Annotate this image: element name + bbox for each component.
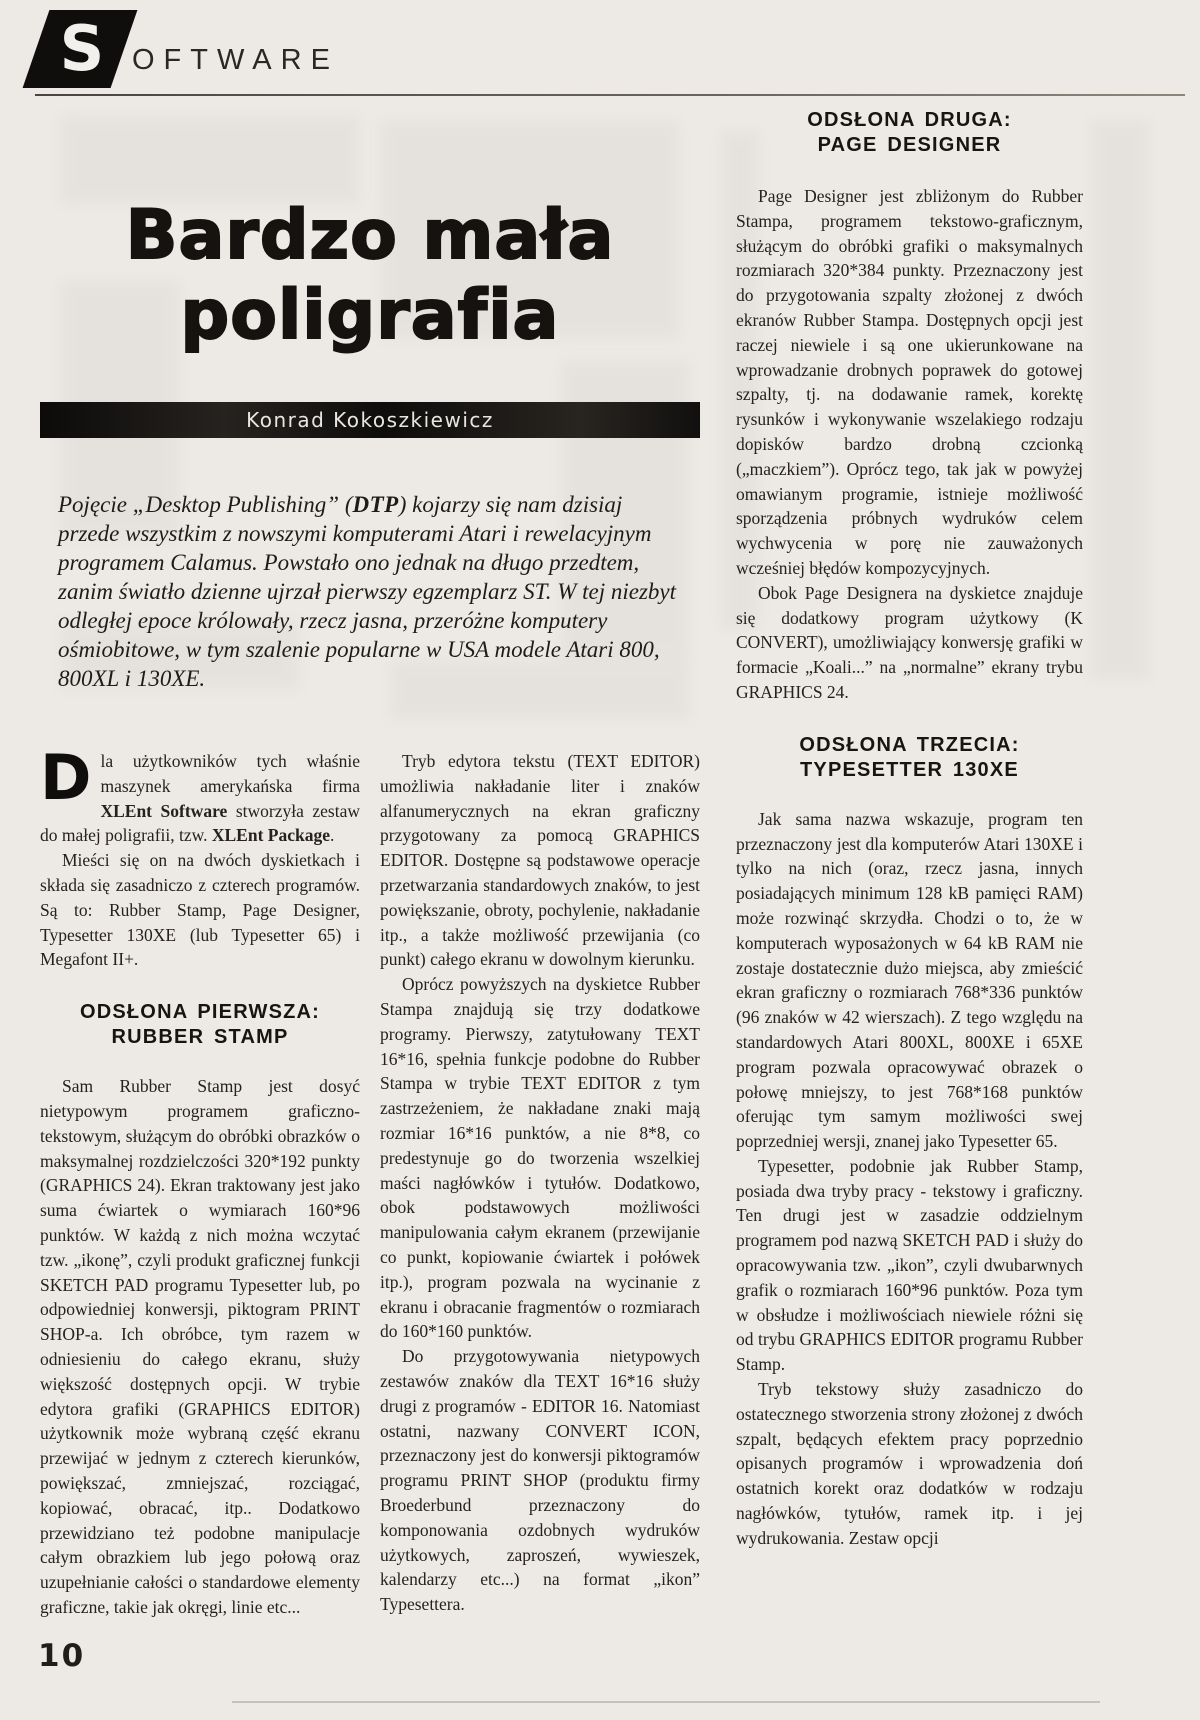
paragraph: Jak sama nazwa wskazuje, program ten przeznaczony jest dla komputerów Atari 130XE i tylko na nich (oraz, rzecz jasna, innych posiadających minimum 128 kB pamięci RAM) może rozwinąć skrzydła. Chodzi o to, że w komputerach wyposażonych w 64 kB RAM nie zostaje dostatecznie dużo miejsca, aby zmieścić ekran graficzny o rozmiarach 768*336 punktów (96 znaków w 42 wierszach). Z tego względu na standardowych Atari 800XL, 800XE i 65XE program pozwala opracowywać obrazek o połowę mniejszy, to jest 768*168 punktów oferując tym samym możliwości swej poprzedniej wersji, znanej jako Typesetter 65.	[736, 808, 1083, 1152]
section-title: OFTWARE	[132, 44, 339, 76]
page-number: 10	[38, 1638, 86, 1674]
body-column-1	[40, 741, 360, 1620]
byline-bar	[40, 402, 700, 438]
paragraph: Obok Page Designera na dyskietce znajduje się dodatkowy program użytkowy (K CONVERT), umożliwiający konwersję grafiki w formacie „Koali...” na „normalne” ekrany trybu GRAPHICS 24.	[736, 582, 1083, 702]
bleed-through-ghost	[1090, 120, 1150, 680]
intro-segment: .	[330, 825, 335, 846]
intro-bold-xlent-software: XLEnt Software	[100, 800, 228, 821]
paragraph: Oprócz powyższych na dyskietce Rubber Stampa znajdują się trzy dodatkowe programy. Pierwszy, zatytułowany TEXT 16*16, spełnia funkcje podobne do Rubber Stampa w trybie TEXT EDITOR z tym zastrzeżeniem, że nakładane znaki mają rozmiar 16*16 punktów, a nie 8*8, co predestynuje go do tworzenia wszelkiej maści nagłówków i tytułów. Dodatkowo, obok podstawowych możliwości manipulowania całym ekranem (przewijanie co punkt, kopiowanie ćwiartek i połówek itp.), program pozwala na wycinanie z ekranu i obracanie fragmentów o rozmiarach do 160*160 punktów.	[380, 974, 700, 1342]
section-heading-odslona-druga: ODSŁONA DRUGA: PAGE DESIGNER	[807, 109, 1012, 156]
intro-segment: la użytkowników tych właśnie maszynek amerykańska firma	[100, 751, 360, 796]
article-title	[40, 196, 700, 356]
paragraph: Tryb tekstowy służy zasadniczo do ostatecznego stworzenia strony złożonej z dwóch szpalt, będących efektem pracy poprzednio opisanych programów i wprowadzenia doń ostatnich korekt oraz dodatków w rodzaju nagłówków, tytułów, ramek itp. i jej wydrukowania. Zestaw opcji	[736, 1379, 1083, 1548]
article-title-line2: poligrafia	[180, 276, 560, 355]
body-columns	[40, 741, 700, 1620]
footer-rule	[232, 1701, 1100, 1703]
section-heading-odslona-trzecia: ODSŁONA TRZECIA: TYPESETTER 130XE	[799, 733, 1020, 781]
intro-segment: stworzyła zestaw do małej poligrafii, tzw.	[40, 800, 360, 846]
lead-segment: ) kojarzy się nam dzisiaj przede wszystkim z nowszymi komputerami Atari i rewelacyjnym programem Calamus. Powstało ono jednak na długo przedtem, zanim światło dzienne ujrzał pierwszy egzemplarz ST. W tej niezbyt odległej epoce królowały, rzecz jasna, przeróżne komputery ośmiobitowe, w tym szalenie popularne w USA modele Atari 800, 800XL i 130XE.	[58, 492, 677, 691]
software-logo-letter: S	[59, 12, 105, 85]
lead-paragraph	[58, 490, 688, 693]
author-byline: Konrad Kokoszkiewicz	[246, 408, 494, 432]
paragraph-intro	[40, 741, 360, 848]
article-main-area	[40, 100, 700, 1670]
intro-bold-xlent-package: XLEnt Package	[211, 825, 330, 846]
paragraph: Typesetter, podobnie jak Rubber Stamp, posiada dwa tryby pracy - tekstowy i graficzny. Ten drugi jest w zasadzie oddzielnym programem pod nazwą SKETCH PAD i służy do opracowywania tzw. „ikon”, czyli dwubarwnych grafik o rozmiarach 160*96 punktów. Poza tym w obsłudze i możliwościach niewiele różni się od trybu GRAPHICS EDITOR programu Rubber Stamp.	[736, 1155, 1083, 1375]
header-rule	[35, 94, 1185, 96]
section-heading-odslona-pierwsza: ODSŁONA PIERWSZA: RUBBER STAMP	[79, 1001, 321, 1049]
drop-cap: D	[40, 741, 92, 814]
body-column-2	[380, 749, 700, 1620]
body-column-3	[736, 108, 1083, 1551]
paragraph: Tryb edytora tekstu (TEXT EDITOR) umożliwia nakładanie liter i znaków alfanumerycznych na ekran graficzny przygotowany za pomocą GRAPHICS EDITOR. Dostępne są podstawowe operacje przetwarzania standardowych znaków, to jest powiększanie, obroty, pochylenie, nakładanie itp., a także możliwość przewijania (co punkt) całego ekranu w dowolnym kierunku.	[380, 751, 700, 970]
lead-segment: Pojęcie „Desktop Publishing” (	[58, 492, 353, 517]
article-title-line1: Bardzo mała	[125, 196, 615, 275]
paragraph: Do przygotowywania nietypowych zestawów znaków dla TEXT 16*16 służy drugi z programów - EDITOR 16. Natomiast ostatni, nazwany CONVERT ICON, przeznaczony jest do konwersji piktogramów programu PRINT SHOP (produktu firmy Broederbund przeznaczony do komponowania ozdobnych wydruków użytkowych, zaproszeń, wywieszek, kalendarzy etc...) na format „ikon” Typesettera.	[380, 1346, 700, 1615]
paragraph: Page Designer jest zbliżonym do Rubber Stampa, programem tekstowo-graficznym, służącym do obróbki grafiki o maksymalnych rozmiarach 320*384 punkty. Przeznaczony jest do przygotowania szpalty złożonej z dwóch ekranów Rubber Stampa. Dostępnych opcji jest raczej niewiele i są one ukierunkowane na wprowadzanie drobnych poprawek do gotowej szpalty, tj. na dodawanie ramek, korektę rysunków i wykonywanie wszelakiego rodzaju dopisków bardzo drobną czcionką („maczkiem”). Oprócz tego, tak jak w powyżej omawianym programie, istnieje możliwość sporządzenia próbnych wydruków celem wychwycenia w porę nie zauważonych wcześniej błędów kompozycyjnych.	[736, 186, 1083, 578]
paragraph: Sam Rubber Stamp jest dosyć nietypowym programem graficzno-tekstowym, służącym do obróbki obrazków o maksymalnej rozdzielczości 320*192 punkty (GRAPHICS 24). Ekran traktowany jest jako suma ćwiartek o wymiarach 160*96 punktów. W każdą z nich można wczytać tzw. „ikonę”, czyli produkt graficznej funkcji SKETCH PAD programu Typesetter lub, po odpowiedniej konwersji, piktogram PRINT SHOP-a. Ich obróbce, tym razem w odniesieniu do całego ekranu, służy większość dostępnych opcji. W trybie edytora grafiki (GRAPHICS EDITOR) użytkownik może wybraną część ekranu przewijać w jednym z czterech kierunków, powiększać, zmniejszać, rozciągać, kopiować, obracać, itp.. Dodatkowo przewidziano też podobne manipulacje całym obrazkiem lub jego połową oraz uzupełnianie całości o standardowe elementy graficzne, takie jak okręgi, linie etc...	[40, 1076, 360, 1617]
lead-bold-dtp: DTP	[352, 492, 399, 517]
paragraph: Mieści się on na dwóch dyskietkach i składa się zasadniczo z czterech programów. Są to: Rubber Stamp, Page Designer, Typesetter 130XE (lub Typesetter 65) i Megafont II+.	[40, 850, 360, 970]
